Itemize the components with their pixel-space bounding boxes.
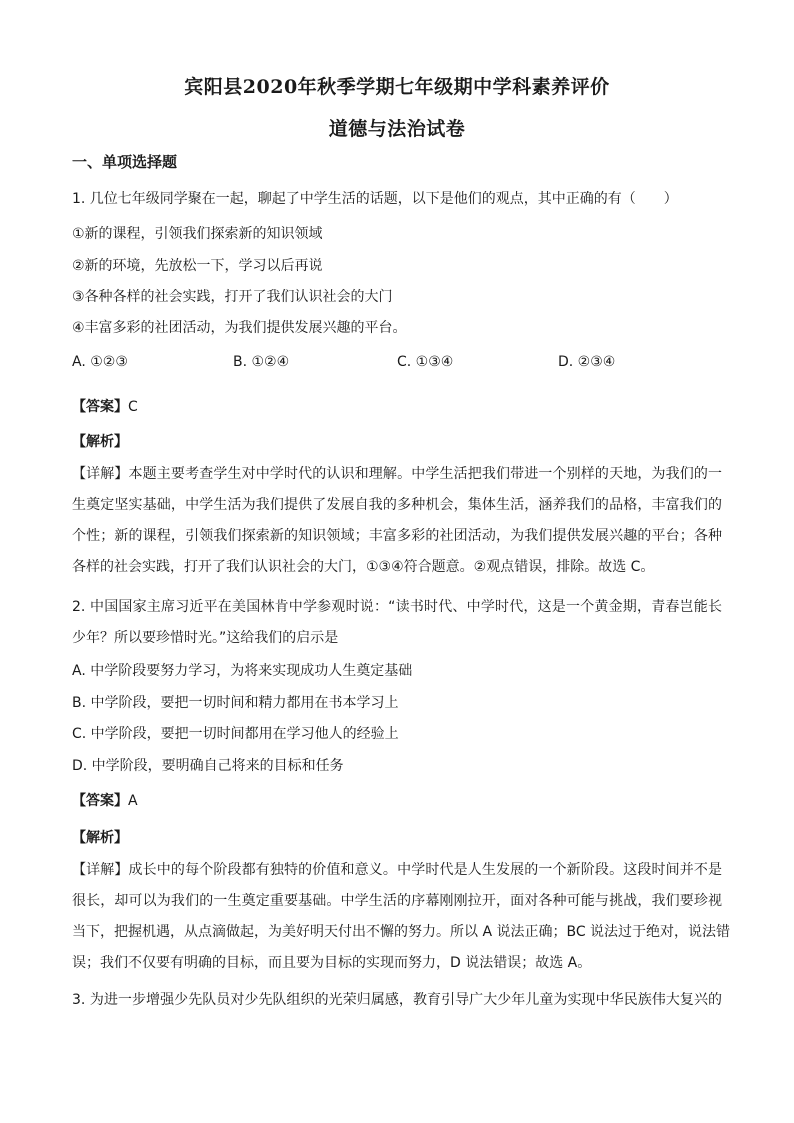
q1-answer: [72, 396, 138, 416]
q3-stem-line-1: 3. 为进一步增强少先队员对少先队组织的光荣归属感，教育引导广大少年儿童为实现中华民族伟大复兴的: [72, 992, 722, 1008]
exam-subtitle: 道德与法治试卷: [328, 118, 466, 140]
q2-analysis: [72, 827, 128, 847]
q1-option-c: C. ①③④: [397, 354, 454, 370]
q2-option-a: A. 中学阶段要努力学习，为将来实现成功人生奠定基础: [72, 663, 413, 679]
q1-option-a: A. ①②③: [72, 354, 128, 370]
q2-detail-line-3: 当下，把握机遇，从点滴做起，为美好明天付出不懈的努力。所以 A 说法正确；BC 说法过于绝对，说法错: [72, 924, 731, 940]
q2-option-c: C. 中学阶段，要把一切时间都用在学习他人的经验上: [72, 726, 399, 742]
q1-stem: 1. 几位七年级同学聚在一起，聊起了中学生活的话题，以下是他们的观点，其中正确的有（ ）: [72, 191, 678, 207]
q1-detail-line-2: 生奠定坚实基础，中学生活为我们提供了发展自我的多种机会，集体生活，涵养我们的品格，丰富我们的: [72, 497, 722, 513]
q1-detail-line-3: 个性；新的课程，引领我们探索新的知识领域；丰富多彩的社团活动，为我们提供发展兴趣的平台；各种: [72, 528, 722, 544]
q1-analysis: [72, 431, 128, 451]
q2-answer-value: A: [128, 793, 138, 809]
q1-detail-line-4: 各样的社会实践，打开了我们认识社会的大门，①③④符合题意。②观点错误，排除。故选 C。: [72, 559, 655, 575]
q2-analysis-label: 【解析】: [72, 830, 128, 846]
q2-detail-line-2: 很长，却可以为我们的一生奠定重要基础。中学生活的序幕刚刚拉开，面对各种可能与挑战，我们要珍视: [72, 893, 722, 909]
q2-option-b: B. 中学阶段，要把一切时间和精力都用在书本学习上: [72, 695, 399, 711]
q1-analysis-label: 【解析】: [72, 434, 128, 450]
q1-item-2: ②新的环境，先放松一下，学习以后再说: [72, 258, 323, 274]
exam-title: 宾阳县2020年秋季学期七年级期中学科素养评价: [184, 76, 610, 98]
q2-answer: [72, 790, 138, 810]
q1-option-d: D. ②③④: [558, 354, 616, 370]
q2-detail-line-4: 误；我们不仅要有明确的目标，而且要为目标的实现而努力，D 说法错误；故选 A。: [72, 955, 592, 971]
q2-stem-line-1: 2. 中国国家主席习近平在美国林肯中学参观时说：“读书时代、中学时代，这是一个黄金期，青春岂能长: [72, 599, 722, 615]
section-heading: 一、单项选择题: [72, 153, 178, 171]
q2-answer-label: 【答案】: [72, 793, 128, 809]
q1-item-3: ③各种各样的社会实践，打开了我们认识社会的大门: [72, 289, 393, 305]
q1-detail-line-1: 【详解】本题主要考查学生对中学时代的认识和理解。中学生活把我们带进一个别样的天地，为我们的一: [72, 466, 722, 482]
q1-answer-label: 【答案】: [72, 399, 128, 415]
q2-option-d: D. 中学阶段，要明确自己将来的目标和任务: [72, 758, 344, 774]
q1-item-1: ①新的课程，引领我们探索新的知识领域: [72, 226, 323, 242]
q1-item-4: ④丰富多彩的社团活动，为我们提供发展兴趣的平台。: [72, 320, 407, 336]
q1-option-b: B. ①②④: [233, 354, 290, 370]
q2-detail-line-1: 【详解】成长中的每个阶段都有独特的价值和意义。中学时代是人生发展的一个新阶段。这段时间并不是: [72, 862, 722, 878]
q1-answer-value: C: [128, 399, 138, 415]
q2-stem-line-2: 少年？所以要珍惜时光。”这给我们的启示是: [72, 630, 339, 646]
